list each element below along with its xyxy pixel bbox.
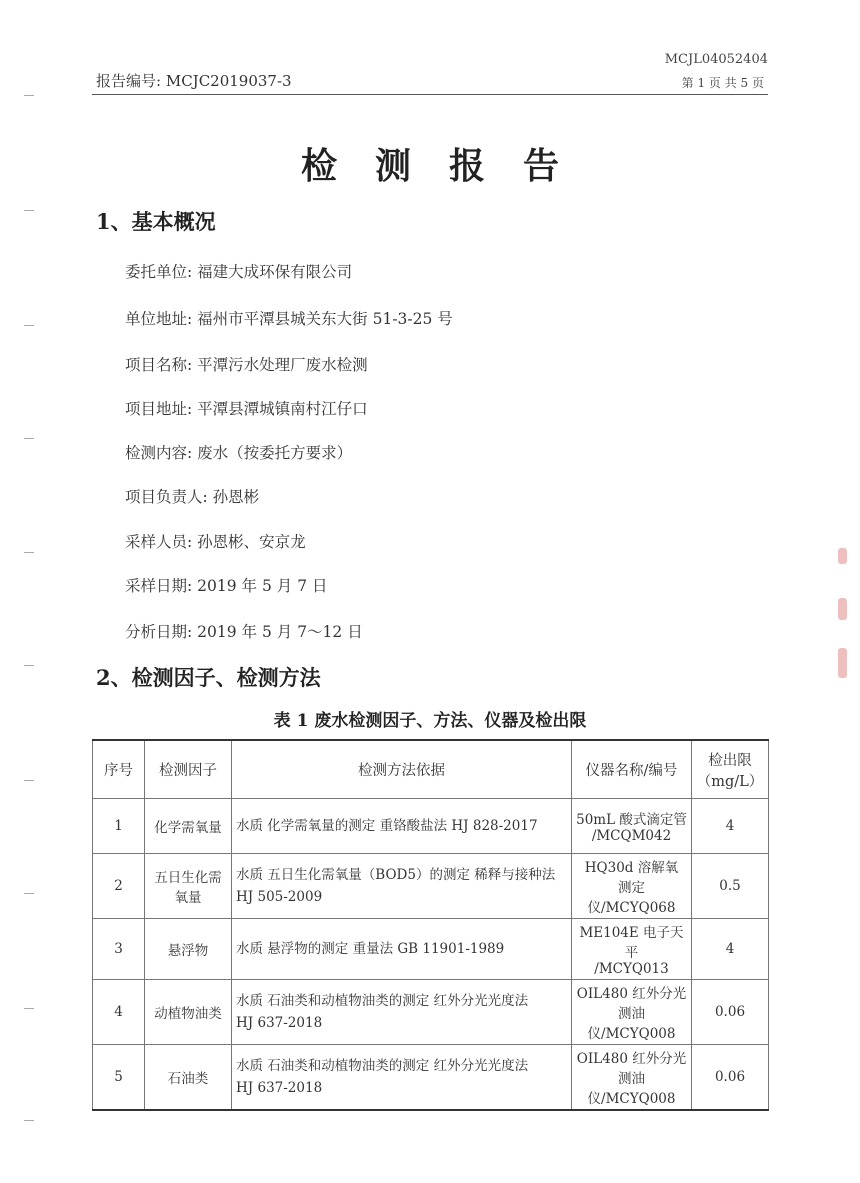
cell-method-line: HJ 637-2018 bbox=[236, 1015, 323, 1031]
cell-no: 4 bbox=[93, 980, 145, 1045]
info-row-project-address bbox=[125, 397, 368, 419]
info-label: 分析日期: bbox=[125, 623, 193, 641]
info-row-samplers bbox=[125, 530, 306, 552]
col-header-instrument: 仪器名称/编号 bbox=[572, 740, 692, 799]
table-row bbox=[93, 799, 769, 854]
info-label: 委托单位: bbox=[125, 263, 193, 281]
header-rule bbox=[92, 94, 768, 95]
info-value: 福州市平潭县城关东大街 51-3-25 号 bbox=[197, 310, 453, 328]
cell-method bbox=[232, 799, 572, 854]
margin-mark bbox=[24, 780, 34, 781]
section-1-heading: 1、基本概况 bbox=[96, 209, 216, 234]
cell-instrument bbox=[572, 799, 692, 854]
info-value: 平潭污水处理厂废水检测 bbox=[197, 356, 368, 374]
report-number bbox=[96, 70, 292, 91]
seal-fragment bbox=[838, 648, 847, 678]
cell-instrument-line: 测油仪/MCYQ008 bbox=[587, 1006, 676, 1042]
info-label: 检测内容: bbox=[125, 444, 193, 462]
cell-method-line: 水质 化学需氧量的测定 重铬酸盐法 HJ 828-2017 bbox=[236, 818, 538, 834]
cell-instrument-line: 测定仪/MCYQ068 bbox=[587, 880, 676, 916]
info-row-client bbox=[125, 260, 352, 282]
section-2-heading: 2、检测因子、检测方法 bbox=[96, 665, 321, 690]
margin-mark bbox=[24, 665, 34, 666]
cell-method-line: 水质 石油类和动植物油类的测定 红外分光光度法 bbox=[236, 1058, 529, 1074]
col-header-limit-label: 检出限 bbox=[708, 752, 752, 769]
table-header-row bbox=[93, 740, 769, 799]
cell-no: 1 bbox=[93, 799, 145, 854]
cell-instrument-line: HQ30d 溶解氧 bbox=[584, 860, 679, 876]
cell-instrument-line: /MCQM042 bbox=[591, 828, 672, 844]
cell-limit: 0.5 bbox=[692, 854, 769, 919]
margin-mark bbox=[24, 325, 34, 326]
info-row-content bbox=[125, 441, 352, 463]
cell-factor: 悬浮物 bbox=[145, 919, 232, 980]
cell-factor: 化学需氧量 bbox=[145, 799, 232, 854]
cell-limit: 4 bbox=[692, 799, 769, 854]
margin-mark bbox=[24, 893, 34, 894]
cell-instrument bbox=[572, 1045, 692, 1111]
cell-method bbox=[232, 980, 572, 1045]
cell-method-line: HJ 637-2018 bbox=[236, 1080, 323, 1096]
cell-limit: 0.06 bbox=[692, 1045, 769, 1111]
margin-mark bbox=[24, 1120, 34, 1121]
margin-mark bbox=[24, 438, 34, 439]
info-value: 孙恩彬 bbox=[212, 488, 260, 506]
seal-fragment bbox=[838, 548, 847, 564]
info-value: 废水（按委托方要求） bbox=[197, 444, 353, 462]
info-label: 项目名称: bbox=[125, 356, 193, 374]
margin-mark bbox=[24, 552, 34, 553]
info-value: 2019 年 5 月 7 日 bbox=[197, 577, 328, 595]
cell-no: 3 bbox=[93, 919, 145, 980]
cell-factor: 动植物油类 bbox=[145, 980, 232, 1045]
page-info: 第 1 页 共 5 页 bbox=[681, 76, 764, 90]
report-number-label: 报告编号: bbox=[96, 72, 162, 90]
cell-instrument bbox=[572, 980, 692, 1045]
info-row-manager bbox=[125, 485, 259, 507]
col-header-no: 序号 bbox=[93, 740, 145, 799]
cell-factor: 五日生化需氧量 bbox=[145, 854, 232, 919]
margin-mark bbox=[24, 1008, 34, 1009]
cell-factor: 石油类 bbox=[145, 1045, 232, 1111]
cell-instrument-line: ME104E 电子天平 bbox=[579, 925, 684, 961]
info-label: 采样人员: bbox=[125, 533, 193, 551]
detection-table bbox=[92, 739, 769, 1111]
cell-method bbox=[232, 919, 572, 980]
cell-no: 2 bbox=[93, 854, 145, 919]
cell-instrument-line: 测油仪/MCYQ008 bbox=[587, 1071, 676, 1107]
info-row-analysis-date bbox=[125, 620, 363, 642]
info-label: 项目地址: bbox=[125, 400, 193, 418]
info-value: 孙恩彬、安京龙 bbox=[197, 533, 306, 551]
cell-method bbox=[232, 1045, 572, 1111]
info-value: 2019 年 5 月 7～12 日 bbox=[197, 623, 363, 641]
col-header-limit-unit: （mg/L） bbox=[696, 773, 764, 790]
document-code: MCJL04052404 bbox=[664, 52, 768, 67]
cell-instrument-line: /MCYQ013 bbox=[594, 961, 669, 977]
cell-limit: 0.06 bbox=[692, 980, 769, 1045]
seal-fragment bbox=[838, 598, 847, 620]
info-row-sampling-date bbox=[125, 574, 327, 596]
report-number-value: MCJC2019037-3 bbox=[165, 72, 292, 90]
info-label: 项目负责人: bbox=[125, 488, 208, 506]
info-row-project-name bbox=[125, 353, 368, 375]
cell-limit: 4 bbox=[692, 919, 769, 980]
cell-instrument-line: OIL480 红外分光 bbox=[576, 1051, 687, 1067]
col-header-method: 检测方法依据 bbox=[232, 740, 572, 799]
info-row-address bbox=[125, 307, 453, 329]
margin-mark bbox=[24, 210, 34, 211]
cell-method-line: 水质 五日生化需氧量（BOD5）的测定 稀释与接种法 bbox=[236, 867, 556, 883]
page-title: 检测报告 bbox=[300, 145, 597, 187]
info-label: 采样日期: bbox=[125, 577, 193, 595]
col-header-limit bbox=[692, 740, 769, 799]
info-label: 单位地址: bbox=[125, 310, 193, 328]
cell-method-line: HJ 505-2009 bbox=[236, 889, 323, 905]
col-header-factor: 检测因子 bbox=[145, 740, 232, 799]
cell-method-line: 水质 石油类和动植物油类的测定 红外分光光度法 bbox=[236, 993, 529, 1009]
table-row bbox=[93, 1045, 769, 1111]
cell-no: 5 bbox=[93, 1045, 145, 1111]
table-row bbox=[93, 919, 769, 980]
cell-method bbox=[232, 854, 572, 919]
margin-mark bbox=[24, 95, 34, 96]
info-value: 平潭县潭城镇南村江仔口 bbox=[197, 400, 368, 418]
cell-method-line: 水质 悬浮物的测定 重量法 GB 11901-1989 bbox=[236, 941, 505, 957]
table-caption: 表 1 废水检测因子、方法、仪器及检出限 bbox=[273, 711, 587, 731]
table-row bbox=[93, 980, 769, 1045]
cell-instrument bbox=[572, 919, 692, 980]
info-value: 福建大成环保有限公司 bbox=[197, 263, 353, 281]
cell-instrument bbox=[572, 854, 692, 919]
cell-instrument-line: 50mL 酸式滴定管 bbox=[576, 812, 687, 828]
cell-instrument-line: OIL480 红外分光 bbox=[576, 986, 687, 1002]
table-row bbox=[93, 854, 769, 919]
